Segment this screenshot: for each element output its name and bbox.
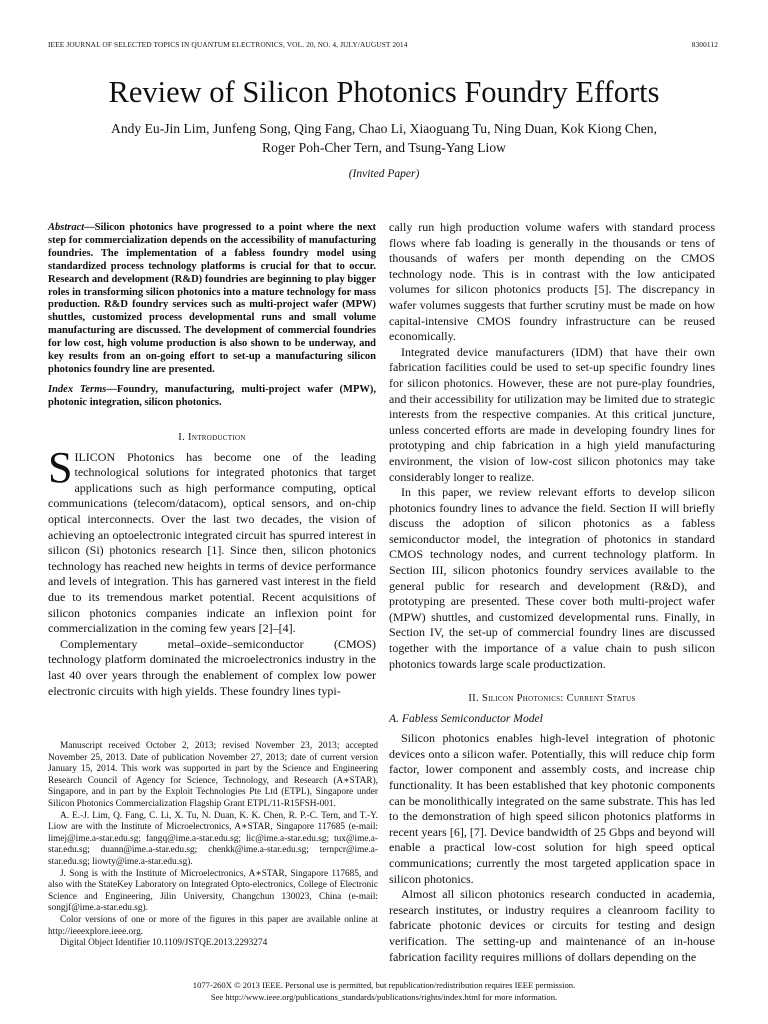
section-heading-current-status: [389, 693, 715, 704]
paper-type: (Invited Paper): [348, 168, 420, 180]
index-terms-text: —Foundry, manufacturing, multi-project wafer (MPW), photonic integration, silicon photonics.: [48, 383, 376, 408]
author-line-2: Roger Poh-Cher Tern, and Tsung-Yang Liow: [262, 140, 506, 155]
footnote-color: Color versions of one or more of the figures in this paper are available online at http://ieeexplore.ieee.org.: [48, 914, 378, 937]
section-title: Introduction: [188, 431, 246, 443]
copyright-line-1: 1077-260X © 2013 IEEE. Personal use is permitted, but republication/redistribution requires IEEE permission.: [192, 980, 576, 990]
right-column: [389, 220, 715, 965]
fabless-paragraph-1: Silicon photonics enables high-level integration of photonic devices onto a silicon wafer. Potentially, this will reduce chip form factor, lower component and assembly costs, and increase chip functionality. It has been established that key photonic components can be monolithically integrated on the same substrate. This has led to the demonstration of high speed silicon photonics platforms in recent years [6], [7]. Device bandwidth of 25 Gbps and beyond will enable a practical low-cost solution for high speed optical communications; currently the most targeted application space in silicon photonics.: [389, 731, 715, 886]
copyright-notice: [0, 979, 768, 1003]
left-column: [48, 222, 376, 699]
intro-paragraph-1: [48, 442, 376, 637]
article-number: 8300112: [691, 40, 718, 49]
footnote-doi: Digital Object Identifier 10.1109/JSTQE.2013.2293274: [60, 938, 268, 949]
copyright-line-2: See http://www.ieee.org/publications_standards/publications/rights/index.html for more information.: [210, 992, 558, 1002]
section-heading-introduction: [48, 432, 376, 443]
footnotes: [48, 741, 378, 950]
idm-paragraph: Integrated device manufacturers (IDM) that have their own fabrication facilities could be used to set-up specific foundry lines for silicon photonics. However, these are not pure-play foundries, and their accessibility for utilization may be limited due to strategic interests from the respective companies. At this critical juncture, unless concerted efforts are made in developing foundry lines for prototyping and chip fabrication in a high yield manufacturing environment, the vision of low-cost silicon photonics may take considerably longer to realize.: [389, 344, 715, 484]
section-title: Silicon Photonics: Current Status: [481, 693, 636, 705]
abstract-text: —Silicon photonics have progressed to a point where the next step for commercialization depends on the accessibility of manufacturing foundries. The implementation of a fabless foundry model using standardized process technology platforms is crucial for that to occur. Research and development (R&D) foundries are beginning to play bigger roles in transforming silicon photonics into a mature technology for mass production. R&D foundry services such as multi-project wafer (MPW) shuttles, customized process developmental runs and small volume manufacturing are discussed. The development of commercial foundries for low cost, high volume production is also shown to be underway, and key results from an on-going effort to set-up a manufacturing silicon photonics foundry line are presented.: [48, 222, 376, 375]
author-line-1: Andy Eu-Jin Lim, Junfeng Song, Qing Fang, Chao Li, Xiaoguang Tu, Ning Duan, Kok Kiong Chen,: [111, 121, 657, 136]
running-header: [48, 40, 718, 52]
footnote-affiliations: A. E.-J. Lim, Q. Fang, C. Li, X. Tu, N. Duan, K. K. Chen, R. P.-C. Tern, and T.-Y. Liow are with the Institute of Microelectronics, A∗STAR, Singapore 117685 (e-mail: limej@ime.a-star.edu.sg; fangq@ime.a-star.edu.sg; lic@ime.a-star.edu.sg; tux@ime.a-star.edu.sg; duann@ime.a-star.edu.sg; chenkk@ime.a-star.edu.sg; ternpcr@ime.a-star.edu.sg; liowty@ime.a-star.edu.sg).: [48, 810, 378, 867]
section-numeral: II.: [468, 693, 479, 705]
journal-name: IEEE JOURNAL OF SELECTED TOPICS IN QUANTUM ELECTRONICS, VOL. 20, NO. 4, JULY/AUGUST 2014: [48, 40, 408, 49]
paper-title: Review of Silicon Photonics Foundry Efforts: [108, 75, 660, 109]
drop-cap: S: [48, 442, 73, 492]
footnote-song: J. Song is with the Institute of Microelectronics, A∗STAR, Singapore 117685, and also with the StateKey Laboratory on Integrated Opto-electronics, College of Electronic Science and Engineering, Jilin University, Changchun 130023, China (e-mail: songjf@ime.a-star.edu.sg).: [48, 868, 378, 914]
fabless-paragraph-2: Almost all silicon photonics research conducted in academia, research institutes, or industry requires a cleanroom facility to fabricate photonic devices or circuits for testing and design verification. The setting-up and maintenance of an in-house fabrication facility requires millions of dollars depending on the: [389, 887, 715, 964]
intro-paragraph-2: Complementary metal–oxide–semiconductor (CMOS) technology platform dominated the microelectronics industry in the last 40 over years through the enablement of complex low power electronic circuits with high yields. These foundry lines typi-: [48, 636, 376, 698]
subsection-heading: A. Fabless Semiconductor Model: [389, 712, 543, 726]
section-numeral: I.: [178, 431, 186, 443]
index-terms-label: Index Terms: [48, 383, 107, 395]
abstract: [48, 222, 376, 377]
author-list: [80, 119, 688, 157]
continued-paragraph: cally run high production volume wafers with standard process flows where fab loading is generally in the thousands or tens of thousands of wafers per month depending on the CMOS technology node. This is in contrast with the low anticipated volumes for silicon photonics products [5]. The discrepancy in wafer volumes suggests that further scrutiny must be made on how capital-intensive CMOS foundry infrastructure can be reused economically.: [389, 220, 715, 344]
abstract-label: Abstract: [48, 222, 85, 233]
footnote-manuscript: Manuscript received October 2, 2013; revised November 23, 2013; accepted November 25, 2013. Date of publication November 27, 2013; date of current version January 15, 2014. This work was supported in part by the Science and Engineering Research Council of Agency for Science, Technology, and Research (A∗STAR), Singapore, and in part by the Exploit Technologies Pte Ltd (ETPL), Singapore under Silicon Photonics Commercialization Flagship Grant ETPL/11-R15FSH-001.: [48, 741, 378, 809]
index-terms: [48, 384, 376, 410]
intro-paragraph-1-text: ILICON Photonics has become one of the leading technological solutions for integrated photonics that target applications such as high performance computing, optical communications (telecom/datacom), optical sensors, and on-chip optical interconnects. Over the last two decades, the vision of achieving an optoelectronic integrated circuit has spurred interest in silicon (Si) photonics research [1]. Since then, silicon photonics technology has reached new heights in terms of device performance and levels of integration. This has garnered vast interest in the field due to its tremendous market potential. Recent acquisitions of silicon photonics companies indicate an inflexion point for commercialization in the coming few years [2]–[4].: [48, 449, 376, 636]
paper-outline-paragraph: In this paper, we review relevant efforts to develop silicon photonics foundry lines to advance the field. Section II will briefly discuss the adoption of silicon photonics as a fabless semiconductor model, the integration of photonics in standard CMOS technology nodes, and current technology platform. In Section III, silicon photonics foundry services available to the general public for research and development (R&D), and prototyping are presented. These cover both multi-project wafer (MPW) shuttles, and customized developmental runs. Finally, in Section IV, the set-up of commercial foundry lines are discussed together with the importance of a value chain to push silicon photonics towards large scale productization.: [389, 485, 715, 671]
